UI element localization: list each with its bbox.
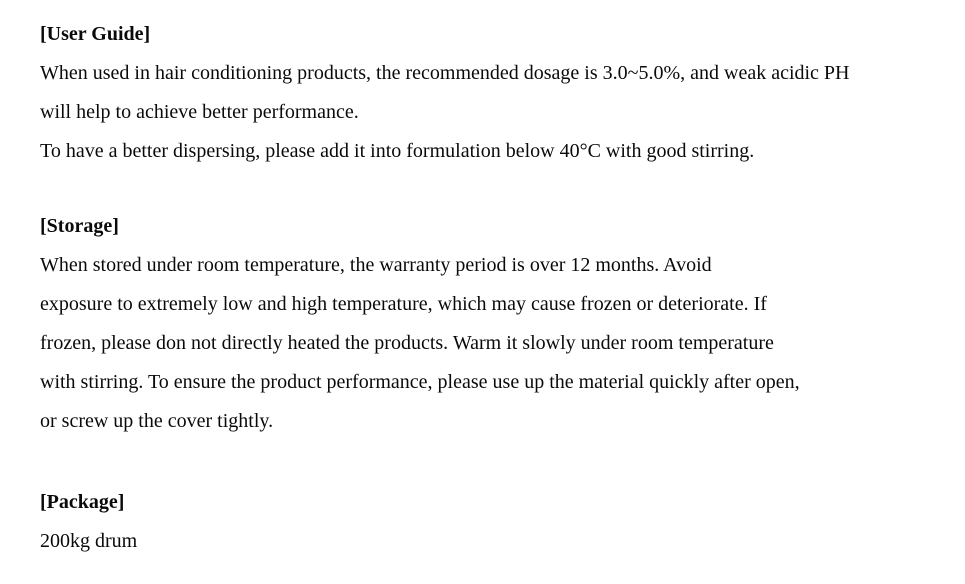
paragraph-line: frozen, please don not directly heated the products. Warm it slowly under room temperature (40, 332, 774, 354)
paragraph-line: When used in hair conditioning products, the recommended dosage is 3.0~5.0%, and weak acidic PH (40, 62, 850, 84)
paragraph-line: When stored under room temperature, the warranty period is over 12 months. Avoid (40, 254, 712, 276)
paragraph-line: exposure to extremely low and high temperature, which may cause frozen or deteriorate. If (40, 293, 767, 315)
section-heading-storage: [Storage] (40, 215, 119, 237)
section-gap (40, 171, 935, 207)
section-heading-user-guide: [User Guide] (40, 23, 151, 45)
paragraph-line: 200kg drum (40, 530, 138, 552)
paragraph-line: will help to achieve better performance. (40, 101, 359, 123)
paragraph-line: To have a better dispersing, please add it into formulation below 40°C with good stirring. (40, 140, 755, 162)
section-gap (40, 441, 935, 483)
section-package (40, 483, 935, 561)
paragraph-line: or screw up the cover tightly. (40, 410, 274, 432)
paragraph-line: with stirring. To ensure the product performance, please use up the material quickly after open, (40, 371, 800, 393)
section-heading-package: [Package] (40, 491, 125, 513)
section-storage (40, 207, 935, 441)
section-user-guide (40, 15, 935, 171)
